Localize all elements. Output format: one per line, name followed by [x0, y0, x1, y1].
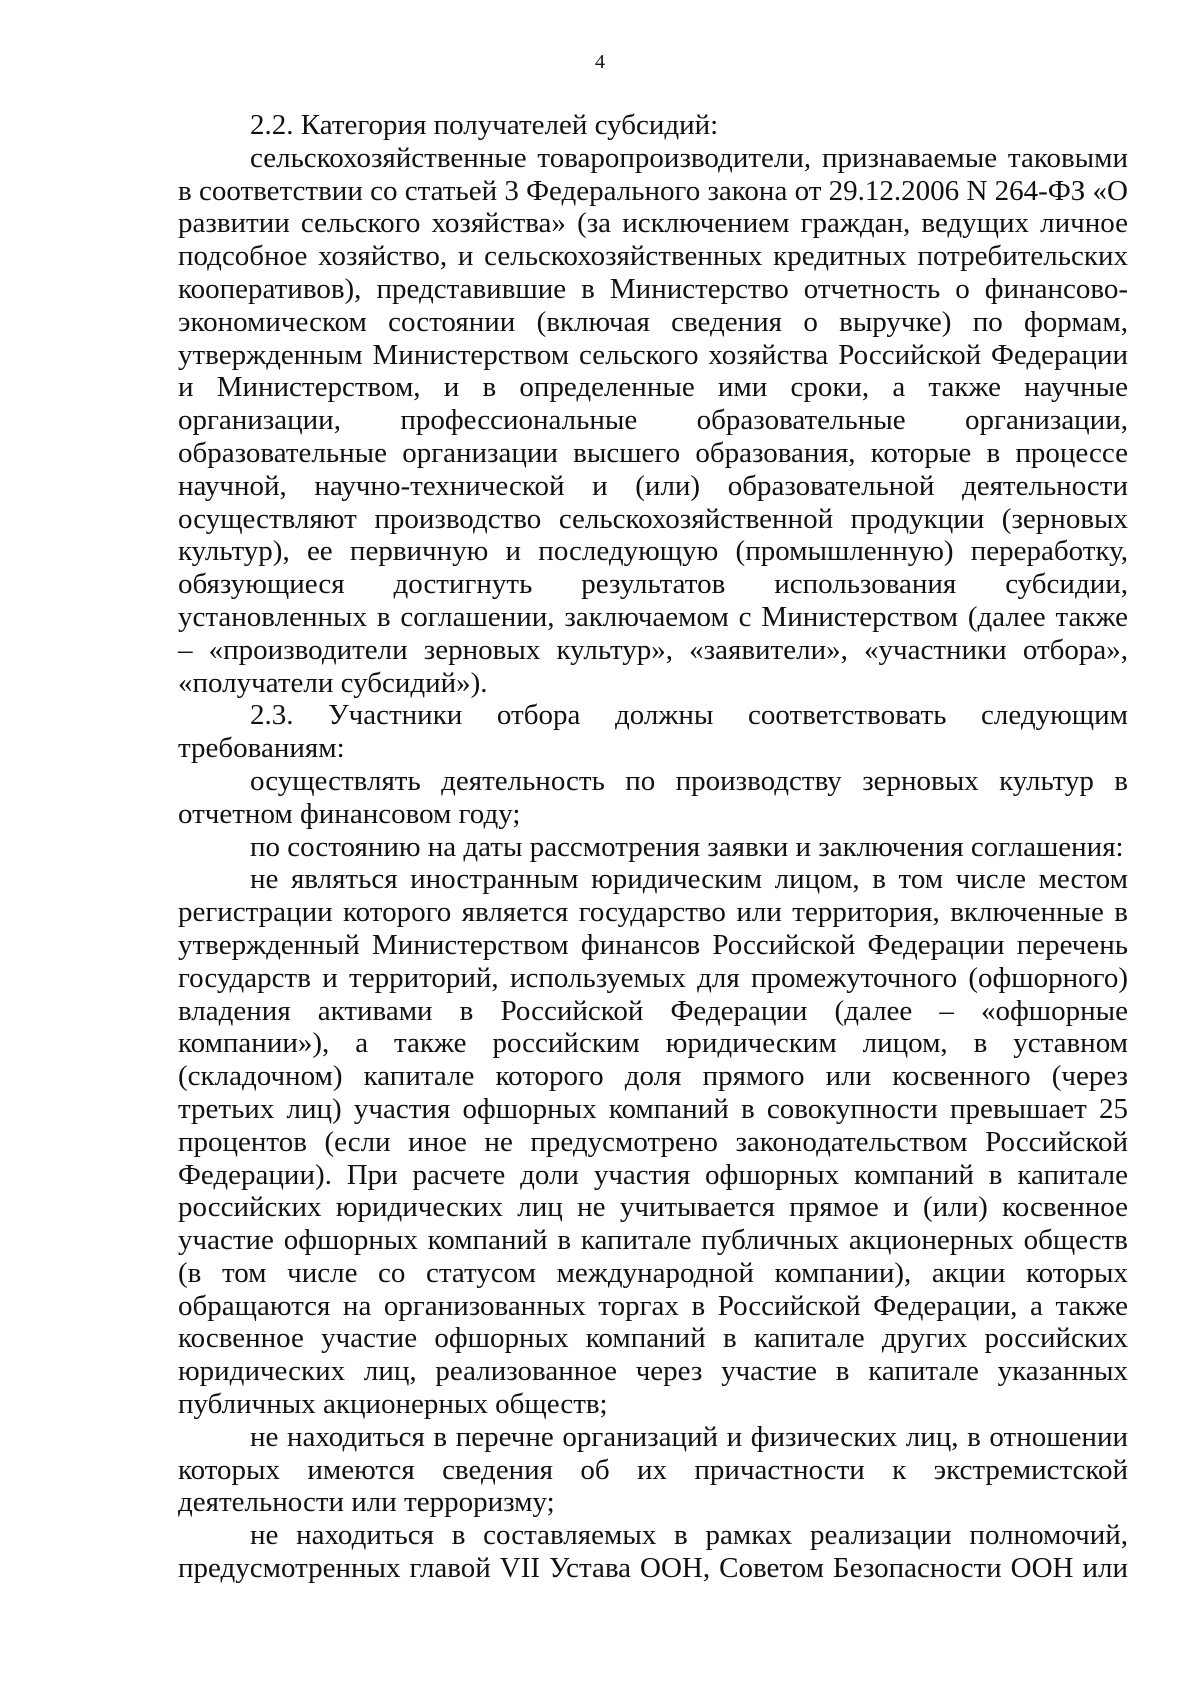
paragraph-2-2-heading: 2.2. Категория получателей субсидий: — [250, 109, 719, 141]
paragraph-un-sanctions: не находиться в составляемых в рамках реализации полномочий, предусмотренных главой VII Устава ООН, Советом Безопасности ООН или — [178, 1519, 1128, 1585]
page-number: 4 — [595, 51, 605, 73]
document-body — [178, 109, 1128, 1585]
paragraph-extremism-list: не находиться в перечне организаций и физических лиц, в отношении которых имеются сведения об их причастности к экстремистской деятельности или терроризму; — [178, 1420, 1128, 1519]
paragraph-recipient-category: сельскохозяйственные товаропроизводители, признаваемые таковыми в соответствии со статьей 3 Федерального закона от 29.12.2006 N 264-ФЗ «О развитии сельского хозяйства» (за исключением граждан, ведущих личное подсобное хозяйство, и сельскохозяйственных кредитных потребительских кооперативов), представившие в Министерство отчетность о финансово-экономическом состоянии (включая сведения о выручке) по формам, утвержденным Министерством сельского хозяйства Российской Федерации и Министерством, и в определенные ими сроки, а также научные организации, профессиональные образовательные организации, образовательные организации высшего образования, которые в процессе научной, научно-технической и (или) образовательной деятельности осуществляют производство сельскохозяйственной продукции (зерновых культур), ее первичную и последующую (промышленную) переработку, обязующиеся достигнуть результатов использования субсидии, установленных в соглашении, заключаемом с Министерством (далее также – «производители зерновых культур», «заявители», «участники отбора», «получатели субсидий»). — [178, 141, 1128, 699]
paragraph-2-3-requirements: 2.3. Участники отбора должны соответствовать следующим требованиям: — [178, 699, 1128, 765]
paragraph-production-activity: осуществлять деятельность по производству зерновых культур в отчетном финансовом году; — [178, 764, 1128, 830]
paragraph-review-date-condition: по состоянию на даты рассмотрения заявки и заключения соглашения: — [250, 830, 1124, 863]
paragraph-offshore-restriction: не являться иностранным юридическим лицом, в том числе местом регистрации которого является государство или территория, включенные в утвержденный Министерством финансов Российской Федерации перечень государств и территорий, используемых для промежуточного (офшорного) владения активами в Российской Федерации (далее – «офшорные компании»), а также российским юридическим лицом, в уставном (складочном) капитале которого доля прямого или косвенного (через третьих лиц) участия офшорных компаний в совокупности превышает 25 процентов (если иное не предусмотрено законодательством Российской Федерации). При расчете доли участия офшорных компаний в капитале российских юридических лиц не учитывается прямое и (или) косвенное участие офшорных компаний в капитале публичных акционерных обществ (в том числе со статусом международной компании), акции которых обращаются на организованных торгах в Российской Федерации, а также косвенное участие офшорных компаний в капитале других российских юридических лиц, реализованное через участие в капитале указанных публичных акционерных обществ; — [178, 863, 1128, 1421]
